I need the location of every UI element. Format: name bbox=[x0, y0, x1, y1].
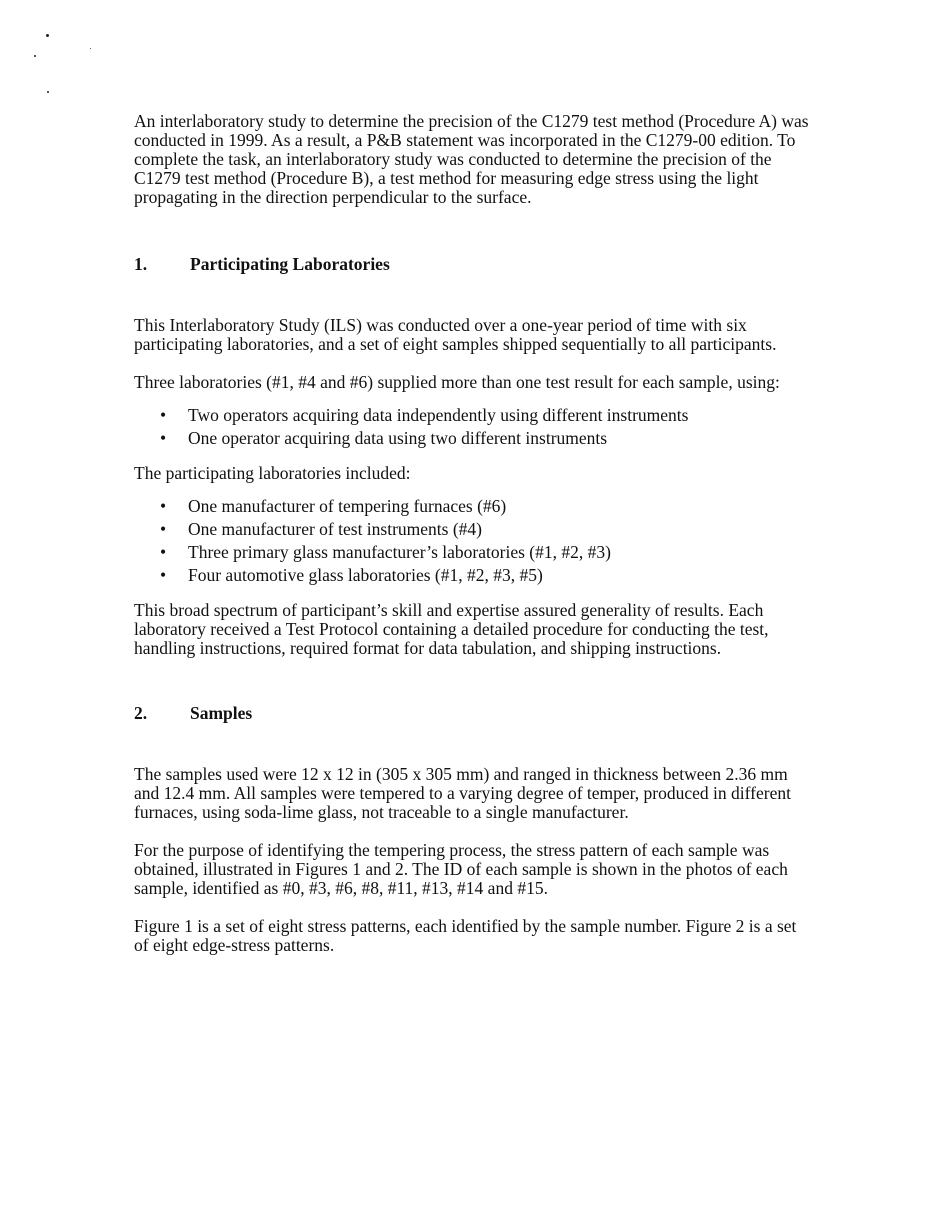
document-body bbox=[134, 112, 814, 955]
list-item: • Three primary glass manufacturer’s laboratories (#1, #2, #3) bbox=[160, 542, 611, 562]
section-2-heading bbox=[134, 704, 814, 723]
section-1-paragraph-1: This Interlaboratory Study (ILS) was conducted over a one-year period of time with six participating laboratories, and a set of eight samples shipped sequentially to all participants. bbox=[134, 315, 777, 354]
section-1-paragraph-2: Three laboratories (#1, #4 and #6) supplied more than one test result for each sample, using: bbox=[134, 372, 780, 392]
list-item: • One manufacturer of tempering furnaces (#6) bbox=[160, 496, 507, 516]
section-1-heading bbox=[134, 255, 814, 274]
scan-speck bbox=[46, 34, 49, 37]
list-item: • One manufacturer of test instruments (#4) bbox=[160, 519, 483, 539]
operators-list bbox=[134, 404, 814, 450]
bullet-icon: • bbox=[160, 565, 167, 585]
section-1-paragraph-4: This broad spectrum of participant’s skill and expertise assured generality of results. Each laboratory received a Test Protocol containing a detailed procedure for conducting the test, handling instructions, required format for data tabulation, and shipping instructions. bbox=[134, 600, 769, 658]
section-1-number: 1. bbox=[134, 254, 148, 274]
intro-paragraph: An interlaboratory study to determine the precision of the C1279 test method (Procedure A) was conducted in 1999. As a result, a P&B statement was incorporated in the C1279-00 edition. To complete the task, an interlaboratory study was conducted to determine the precision of the C1279 test method (Procedure B), a test method for measuring edge stress using the light propagating in the direction perpendicular to the surface. bbox=[134, 111, 809, 207]
bullet-icon: • bbox=[160, 519, 167, 539]
bullet-icon: • bbox=[160, 542, 167, 562]
list-item: • Four automotive glass laboratories (#1, #2, #3, #5) bbox=[160, 565, 543, 585]
scan-speck bbox=[90, 48, 91, 49]
section-2-paragraph-1: The samples used were 12 x 12 in (305 x 305 mm) and ranged in thickness between 2.36 mm and 12.4 mm. All samples were tempered to a varying degree of temper, produced in different furnaces, using soda-lime glass, not traceable to a single manufacturer. bbox=[134, 764, 791, 822]
list-item: • Two operators acquiring data independently using different instruments bbox=[160, 405, 689, 425]
scan-speck bbox=[47, 91, 49, 93]
section-1-title: Participating Laboratories bbox=[190, 254, 390, 274]
laboratories-list bbox=[134, 495, 814, 587]
section-2-paragraph-3: Figure 1 is a set of eight stress patterns, each identified by the sample number. Figure 2 is a set of eight edge-stress patterns. bbox=[134, 916, 797, 955]
scan-speck bbox=[34, 55, 36, 57]
section-2-number: 2. bbox=[134, 703, 148, 723]
section-1-paragraph-3: The participating laboratories included: bbox=[134, 463, 411, 483]
bullet-icon: • bbox=[160, 405, 167, 425]
bullet-icon: • bbox=[160, 428, 167, 448]
list-item: • One operator acquiring data using two different instruments bbox=[160, 428, 608, 448]
bullet-icon: • bbox=[160, 496, 167, 516]
section-2-title: Samples bbox=[190, 703, 253, 723]
section-2-paragraph-2: For the purpose of identifying the tempering process, the stress pattern of each sample was obtained, illustrated in Figures 1 and 2. The ID of each sample is shown in the photos of each sample, identified as #0, #3, #6, #8, #11, #13, #14 and #15. bbox=[134, 840, 788, 898]
